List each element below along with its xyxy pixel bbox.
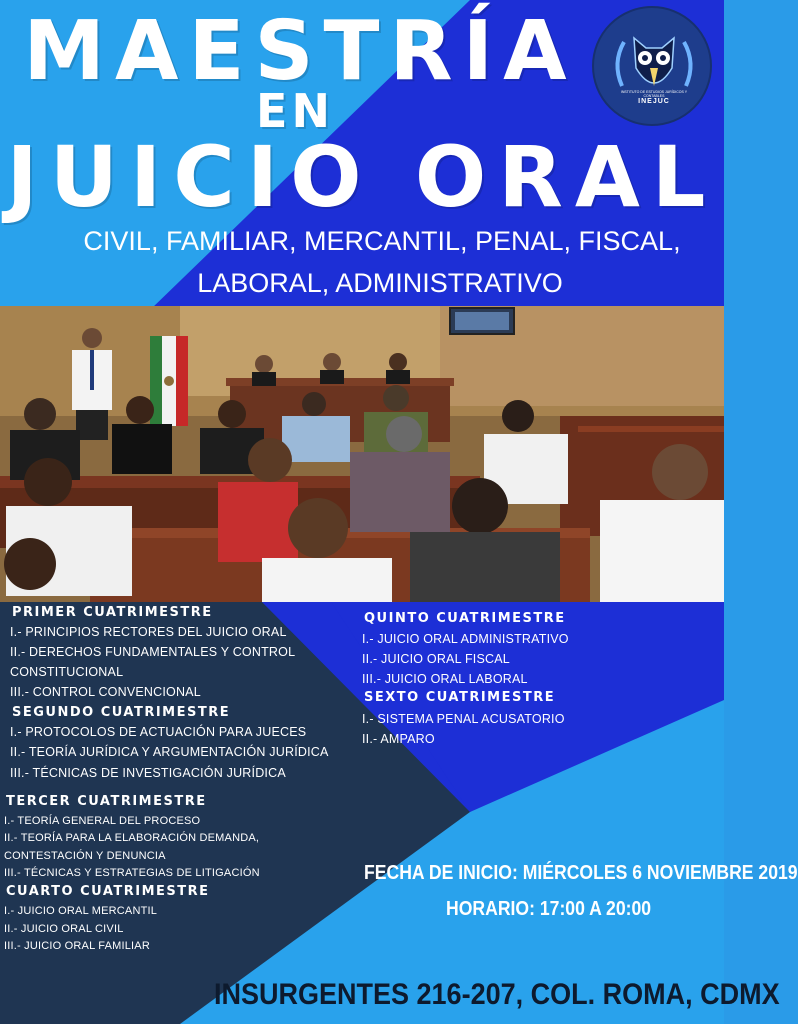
section-title-cuarto: CUARTO CUATRIMESTRE xyxy=(6,884,210,899)
primer-item-2: II.- DERECHOS FUNDAMENTALES Y CONTROL xyxy=(10,645,296,659)
section-title-sexto: SEXTO CUATRIMESTRE xyxy=(364,690,556,705)
section-title-tercer: TERCER CUATRIMESTRE xyxy=(6,794,207,809)
courtroom-photo xyxy=(0,306,724,602)
subtitle-line-2: LABORAL, ADMINISTRATIVO xyxy=(197,268,563,298)
inejuc-logo xyxy=(592,6,712,126)
quinto-item-2: II.- JUICIO ORAL FISCAL xyxy=(362,652,510,666)
tercer-item-2: II.- TEORÍA PARA LA ELABORACIÓN DEMANDA, xyxy=(4,832,260,844)
primer-item-3: CONSTITUCIONAL xyxy=(10,665,124,679)
title-en: EN xyxy=(256,84,334,138)
section-title-segundo: SEGUNDO CUATRIMESTRE xyxy=(12,705,231,720)
cuarto-item-2: II.- JUICIO ORAL CIVIL xyxy=(4,923,124,935)
primer-item-4: III.- CONTROL CONVENCIONAL xyxy=(10,685,201,699)
segundo-item-1: I.- PROTOCOLOS DE ACTUACIÓN PARA JUECES xyxy=(10,725,307,739)
class-hours: HORARIO: 17:00 A 20:00 xyxy=(446,898,652,920)
owl-icon xyxy=(594,8,714,128)
primer-item-1: I.- PRINCIPIOS RECTORES DEL JUICIO ORAL xyxy=(10,625,287,639)
section-title-quinto: QUINTO CUATRIMESTRE xyxy=(364,611,566,626)
tercer-item-1: I.- TEORÍA GENERAL DEL PROCESO xyxy=(4,815,201,827)
logo-tagline: INSTITUTO DE ESTUDIOS JURÍDICOS Y CONTABLES xyxy=(620,90,688,98)
courtroom-illustration xyxy=(0,306,724,602)
quinto-item-3: III.- JUICIO ORAL LABORAL xyxy=(362,672,528,686)
start-date: FECHA DE INICIO: MIÉRCOLES 6 NOVIEMBRE 2019 xyxy=(364,862,798,884)
address: INSURGENTES 216-207, COL. ROMA, CDMX xyxy=(214,978,780,1011)
segundo-item-2: II.- TEORÍA JURÍDICA Y ARGUMENTACIÓN JURÍDICA xyxy=(10,745,329,759)
subtitle-line-1: CIVIL, FAMILIAR, MERCANTIL, PENAL, FISCAL, xyxy=(83,226,681,256)
logo-name: INEJUC xyxy=(638,98,670,105)
sexto-item-1: I.- SISTEMA PENAL ACUSATORIO xyxy=(362,712,565,726)
tercer-item-3: CONTESTACIÓN Y DENUNCIA xyxy=(4,850,166,862)
cuarto-item-1: I.- JUICIO ORAL MERCANTIL xyxy=(4,905,158,917)
section-title-primer: PRIMER CUATRIMESTRE xyxy=(12,605,213,620)
cuarto-item-3: III.- JUICIO ORAL FAMILIAR xyxy=(4,940,150,952)
title-juicio-oral: JUICIO ORAL xyxy=(6,128,718,226)
quinto-item-1: I.- JUICIO ORAL ADMINISTRATIVO xyxy=(362,632,569,646)
tercer-item-4: III.- TÉCNICAS Y ESTRATEGIAS DE LITIGACIÓN xyxy=(4,867,260,879)
sexto-item-2: II.- AMPARO xyxy=(362,732,435,746)
segundo-item-3: III.- TÉCNICAS DE INVESTIGACIÓN JURÍDICA xyxy=(10,766,286,780)
title-maestria: MAESTRÍA xyxy=(23,4,577,99)
